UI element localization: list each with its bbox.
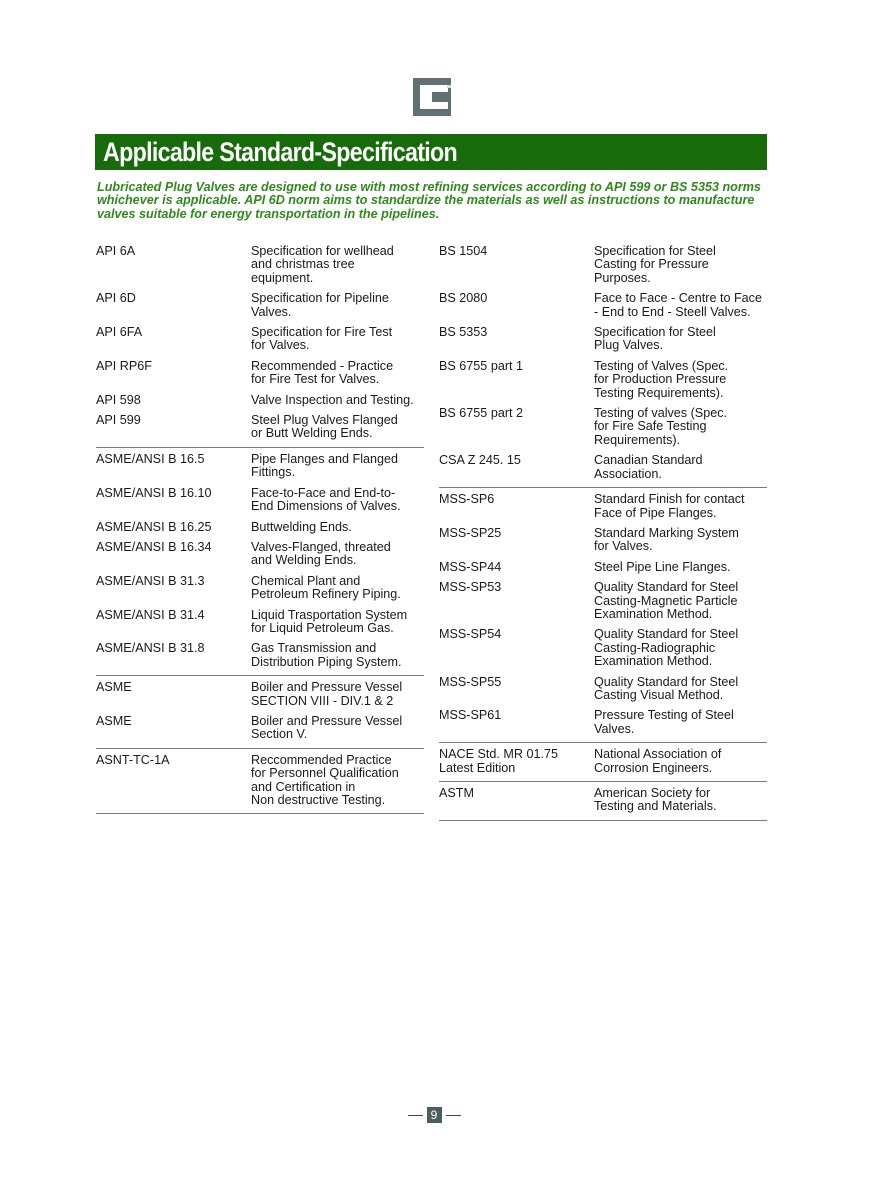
standard-description: National Association of Corrosion Engineers. xyxy=(594,747,722,775)
standard-code: MSS-SP53 xyxy=(439,580,502,595)
standard-description: Steel Pipe Line Flanges. xyxy=(594,559,731,574)
left-standards-column xyxy=(96,244,424,814)
standards-group xyxy=(439,782,767,821)
standard-description: Standard Marking System for Valves. xyxy=(594,525,739,554)
standard-description: Boiler and Pressure Vessel Section V. xyxy=(251,713,403,742)
standard-description: Valves-Flanged, threated and Welding Ends. xyxy=(251,539,391,568)
standard-code: ASME/ANSI B 16.10 xyxy=(96,485,212,500)
standard-description: Standard Finish for contact Face of Pipe Flanges. xyxy=(594,492,745,520)
standard-row xyxy=(96,540,424,574)
standard-code: ASME/ANSI B 31.3 xyxy=(96,573,205,588)
standard-row xyxy=(96,574,424,608)
standard-description: Specification for wellhead and christmas tree equipment. xyxy=(251,244,394,285)
standard-row xyxy=(439,359,767,406)
standard-code: NACE Std. MR 01.75 Latest Edition xyxy=(439,747,558,775)
standard-row xyxy=(96,676,424,714)
standard-description: Specification for Fire Test for Valves. xyxy=(251,325,393,353)
standard-code: ASME/ANSI B 31.4 xyxy=(96,607,205,622)
standard-row xyxy=(439,406,767,453)
standard-description: Pressure Testing of Steel Valves. xyxy=(594,708,734,736)
standard-code: ASME xyxy=(96,713,132,728)
standard-description: Reccommended Practice for Personnel Qualification and Certification in Non destructive Testing. xyxy=(251,752,399,807)
standard-code: ASNT-TC-1A xyxy=(96,752,170,767)
standard-description: Recommended - Practice for Fire Test for Valves. xyxy=(251,358,394,387)
standard-code: ASME/ANSI B 31.8 xyxy=(96,641,205,656)
standards-group xyxy=(439,488,767,743)
standard-row xyxy=(439,782,767,820)
standard-row xyxy=(96,749,424,814)
page-footer xyxy=(404,1107,464,1123)
standard-row xyxy=(439,743,767,781)
standard-code: API 6D xyxy=(96,291,136,306)
standard-description: Specification for Steel Plug Valves. xyxy=(594,325,716,353)
standard-description: Face-to-Face and End-to- End Dimensions of Valves. xyxy=(251,485,401,514)
standard-row xyxy=(96,448,424,486)
standard-description: Pipe Flanges and Flanged Fittings. xyxy=(251,451,399,480)
standard-row xyxy=(439,675,767,709)
standard-description: Steel Plug Valves Flanged or Butt Welding Ends. xyxy=(251,413,398,441)
standard-code: ASTM xyxy=(439,786,474,800)
standard-description: Quality Standard for Steel Casting Visual Method. xyxy=(594,674,739,702)
standards-group xyxy=(439,244,767,488)
right-standards-column xyxy=(439,244,767,821)
standard-code: MSS-SP61 xyxy=(439,708,502,723)
section-title-banner xyxy=(95,134,767,170)
standard-row xyxy=(96,608,424,642)
standard-code: MSS-SP54 xyxy=(439,627,502,642)
standard-description: Valve Inspection and Testing. xyxy=(251,392,414,407)
standard-row xyxy=(439,708,767,742)
intro-paragraph: Lubricated Plug Valves are designed to use with most refining services according to API 599 or BS 5353 norms whichever is applicable. API 6D norm aims to standardize the materials as well as instructions to manufacture valves suitable for energy transportation in the pipelines. xyxy=(97,180,761,221)
page-title: Applicable Standard-Specification xyxy=(103,137,458,167)
standard-code: ASME/ANSI B 16.5 xyxy=(96,451,205,466)
standard-description: American Society for Testing and Materials. xyxy=(594,786,717,814)
standard-row xyxy=(439,488,767,526)
standard-code: BS 2080 xyxy=(439,291,488,306)
standard-row xyxy=(96,291,424,325)
standard-description: Specification for Steel Casting for Pressure Purposes. xyxy=(594,244,716,285)
standard-row xyxy=(439,325,767,359)
standard-row xyxy=(96,244,424,291)
standard-row xyxy=(439,244,767,291)
standard-code: BS 6755 part 2 xyxy=(439,406,524,421)
standard-row xyxy=(439,291,767,325)
standard-code: MSS-SP55 xyxy=(439,674,502,689)
standard-description: Testing of Valves (Spec. for Production Pressure Testing Requirements). xyxy=(594,358,729,400)
standard-code: API RP6F xyxy=(96,358,152,373)
standard-row xyxy=(439,560,767,580)
standard-description: Gas Transmission and Distribution Piping System. xyxy=(251,641,402,669)
page-number: 9 xyxy=(427,1107,442,1123)
standard-code: API 598 xyxy=(96,392,141,407)
standard-row xyxy=(439,453,767,487)
standard-description: Liquid Trasportation System for Liquid Petroleum Gas. xyxy=(251,607,408,635)
standard-code: BS 1504 xyxy=(439,244,488,258)
standard-description: Face to Face - Centre to Face - End to End - Steell Valves. xyxy=(594,291,762,319)
standard-row xyxy=(96,641,424,675)
standards-group xyxy=(96,749,424,815)
standards-group xyxy=(96,448,424,676)
standard-row xyxy=(439,526,767,560)
standard-row xyxy=(439,627,767,674)
standard-row xyxy=(96,359,424,393)
standard-row xyxy=(96,714,424,748)
standard-description: Quality Standard for Steel Casting-Radiographic Examination Method. xyxy=(594,627,739,669)
standard-row xyxy=(96,520,424,540)
standard-row xyxy=(96,325,424,359)
standard-description: Specification for Pipeline Valves. xyxy=(251,291,389,319)
standards-group xyxy=(439,743,767,782)
standards-group xyxy=(96,676,424,749)
footer-dash-left xyxy=(408,1115,423,1116)
standard-description: Boiler and Pressure Vessel SECTION VIII - DIV.1 & 2 xyxy=(251,680,403,708)
standard-code: API 6A xyxy=(96,244,136,258)
standard-description: Quality Standard for Steel Casting-Magnetic Particle Examination Method. xyxy=(594,580,739,621)
standard-code: MSS-SP25 xyxy=(439,525,502,540)
standard-code: MSS-SP44 xyxy=(439,559,502,574)
standard-description: Testing of valves (Spec. for Fire Safe Testing Requirements). xyxy=(594,406,727,447)
standard-code: API 6FA xyxy=(96,325,143,340)
standard-code: ASME xyxy=(96,680,132,695)
standard-code: ASME/ANSI B 16.25 xyxy=(96,519,212,534)
standards-group xyxy=(96,244,424,448)
standard-row xyxy=(439,580,767,627)
standard-row xyxy=(96,486,424,520)
standard-description: Chemical Plant and Petroleum Refinery Piping. xyxy=(251,573,401,602)
standard-row xyxy=(96,413,424,447)
footer-dash-right xyxy=(446,1115,461,1116)
company-logo-icon xyxy=(413,78,451,116)
standard-code: ASME/ANSI B 16.34 xyxy=(96,539,212,554)
standard-code: BS 6755 part 1 xyxy=(439,358,524,373)
standard-code: MSS-SP6 xyxy=(439,492,495,507)
standard-row xyxy=(96,393,424,413)
standard-code: API 599 xyxy=(96,413,141,428)
standard-description: Canadian Standard Association. xyxy=(594,453,703,481)
standard-code: CSA Z 245. 15 xyxy=(439,453,521,468)
standard-code: BS 5353 xyxy=(439,325,488,340)
standard-description: Buttwelding Ends. xyxy=(251,519,352,534)
